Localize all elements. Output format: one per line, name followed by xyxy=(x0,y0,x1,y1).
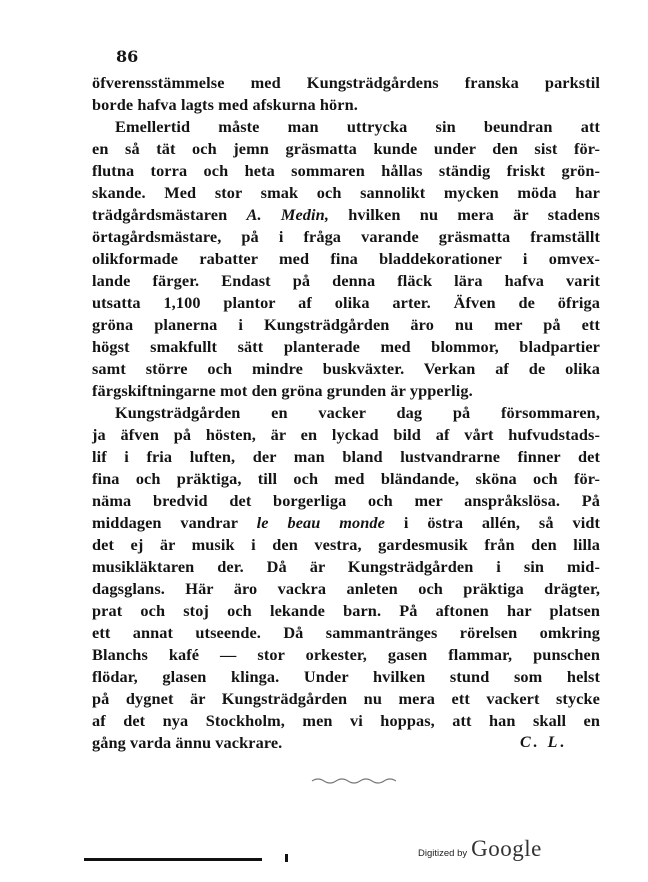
text-line: skande. Med stor smak och sannolikt mycken möda har xyxy=(92,183,600,202)
end-ornament xyxy=(310,775,400,787)
text-line: näma bredvid det borgerliga och mer anspråkslösa. På xyxy=(92,491,600,510)
bottom-mark xyxy=(285,854,288,862)
text-line: samt större och mindre buskväxter. Verkan af de olika xyxy=(92,359,600,378)
text-line xyxy=(92,204,600,226)
digitized-by-text: Digitized by xyxy=(418,848,468,859)
foreign-phrase: le beau monde xyxy=(256,513,385,532)
text-line: ja äfven på hösten, är en lyckad bild af vårt hufvudstads- xyxy=(92,425,600,444)
signature: C. L. xyxy=(520,734,568,751)
text-line: Emellertid måste man uttrycka sin beundran att xyxy=(115,117,600,136)
text-line: utsatta 1,100 plantor af olika arter. Äfven de öfriga xyxy=(92,293,600,312)
text-line: högst smakfullt sätt planterade med blommor, bladpartier xyxy=(92,337,600,356)
digitized-by-watermark xyxy=(418,836,542,862)
text-fragment: middagen vandrar xyxy=(92,513,257,532)
text-line: flödar, glasen klinga. Under hvilken stund som helst xyxy=(92,667,600,686)
text-line: det ej är musik i den vestra, gardesmusik från den lilla xyxy=(92,535,600,554)
text-line: Blanchs kafé — stor orkester, gasen flammar, punschen xyxy=(92,645,600,664)
text-fragment: i östra allén, så vidt xyxy=(385,513,600,532)
text-line: olikformade rabatter med fina bladdekorationer i omvex- xyxy=(92,249,600,268)
text-line: lif i fria luften, der man bland lustvandrarne finner det xyxy=(92,447,600,466)
bottom-rule xyxy=(84,858,262,861)
text-line: lande färger. Endast på denna fläck lära hafva varit xyxy=(92,271,600,290)
text-line: på dygnet är Kungsträdgården nu mera ett vackert stycke xyxy=(92,689,600,708)
google-logo: Google xyxy=(471,836,542,861)
text-line: öfverensstämmelse med Kungsträdgårdens franska parkstil xyxy=(92,73,600,92)
text-line: ett annat utseende. Då sammantränges rörelsen omkring xyxy=(92,623,600,642)
text-line: färgskiftningarne mot den gröna grunden är ypperlig. xyxy=(92,381,473,400)
text-line: prat och stoj och lekande barn. På aftonen har platsen xyxy=(92,601,600,620)
text-line: fina och präktiga, till och med bländande, sköna och för- xyxy=(92,469,600,488)
text-line: en så tät och jemn gräsmatta kunde under den sist för- xyxy=(92,139,600,158)
text-line: örtagårdsmästare, på i fråga varande gräsmatta framställt xyxy=(92,227,600,246)
text-line: dagsglans. Här äro vackra anleten och präktiga drägter, xyxy=(92,579,600,598)
text-line xyxy=(92,512,600,534)
text-line: gång varda ännu vackrare. xyxy=(92,733,283,752)
text-fragment: trädgårdsmästaren xyxy=(92,205,247,224)
text-line: gröna planerna i Kungsträdgården äro nu mer på ett xyxy=(92,315,600,334)
page-number: 86 xyxy=(116,47,139,66)
text-fragment: hvilken nu mera är stadens xyxy=(329,205,600,224)
text-line: Kungsträdgården en vacker dag på försommaren, xyxy=(115,403,600,422)
person-name: A. Medin, xyxy=(246,205,329,224)
text-line: borde hafva lagts med afskurna hörn. xyxy=(92,95,358,114)
text-line: flutna torra och heta sommaren hållas ständig friskt grön- xyxy=(92,161,600,180)
text-line: musikläktaren der. Då är Kungsträdgården i sin mid- xyxy=(92,557,600,576)
text-line: af det nya Stockholm, men vi hoppas, att han skall en xyxy=(92,711,600,730)
